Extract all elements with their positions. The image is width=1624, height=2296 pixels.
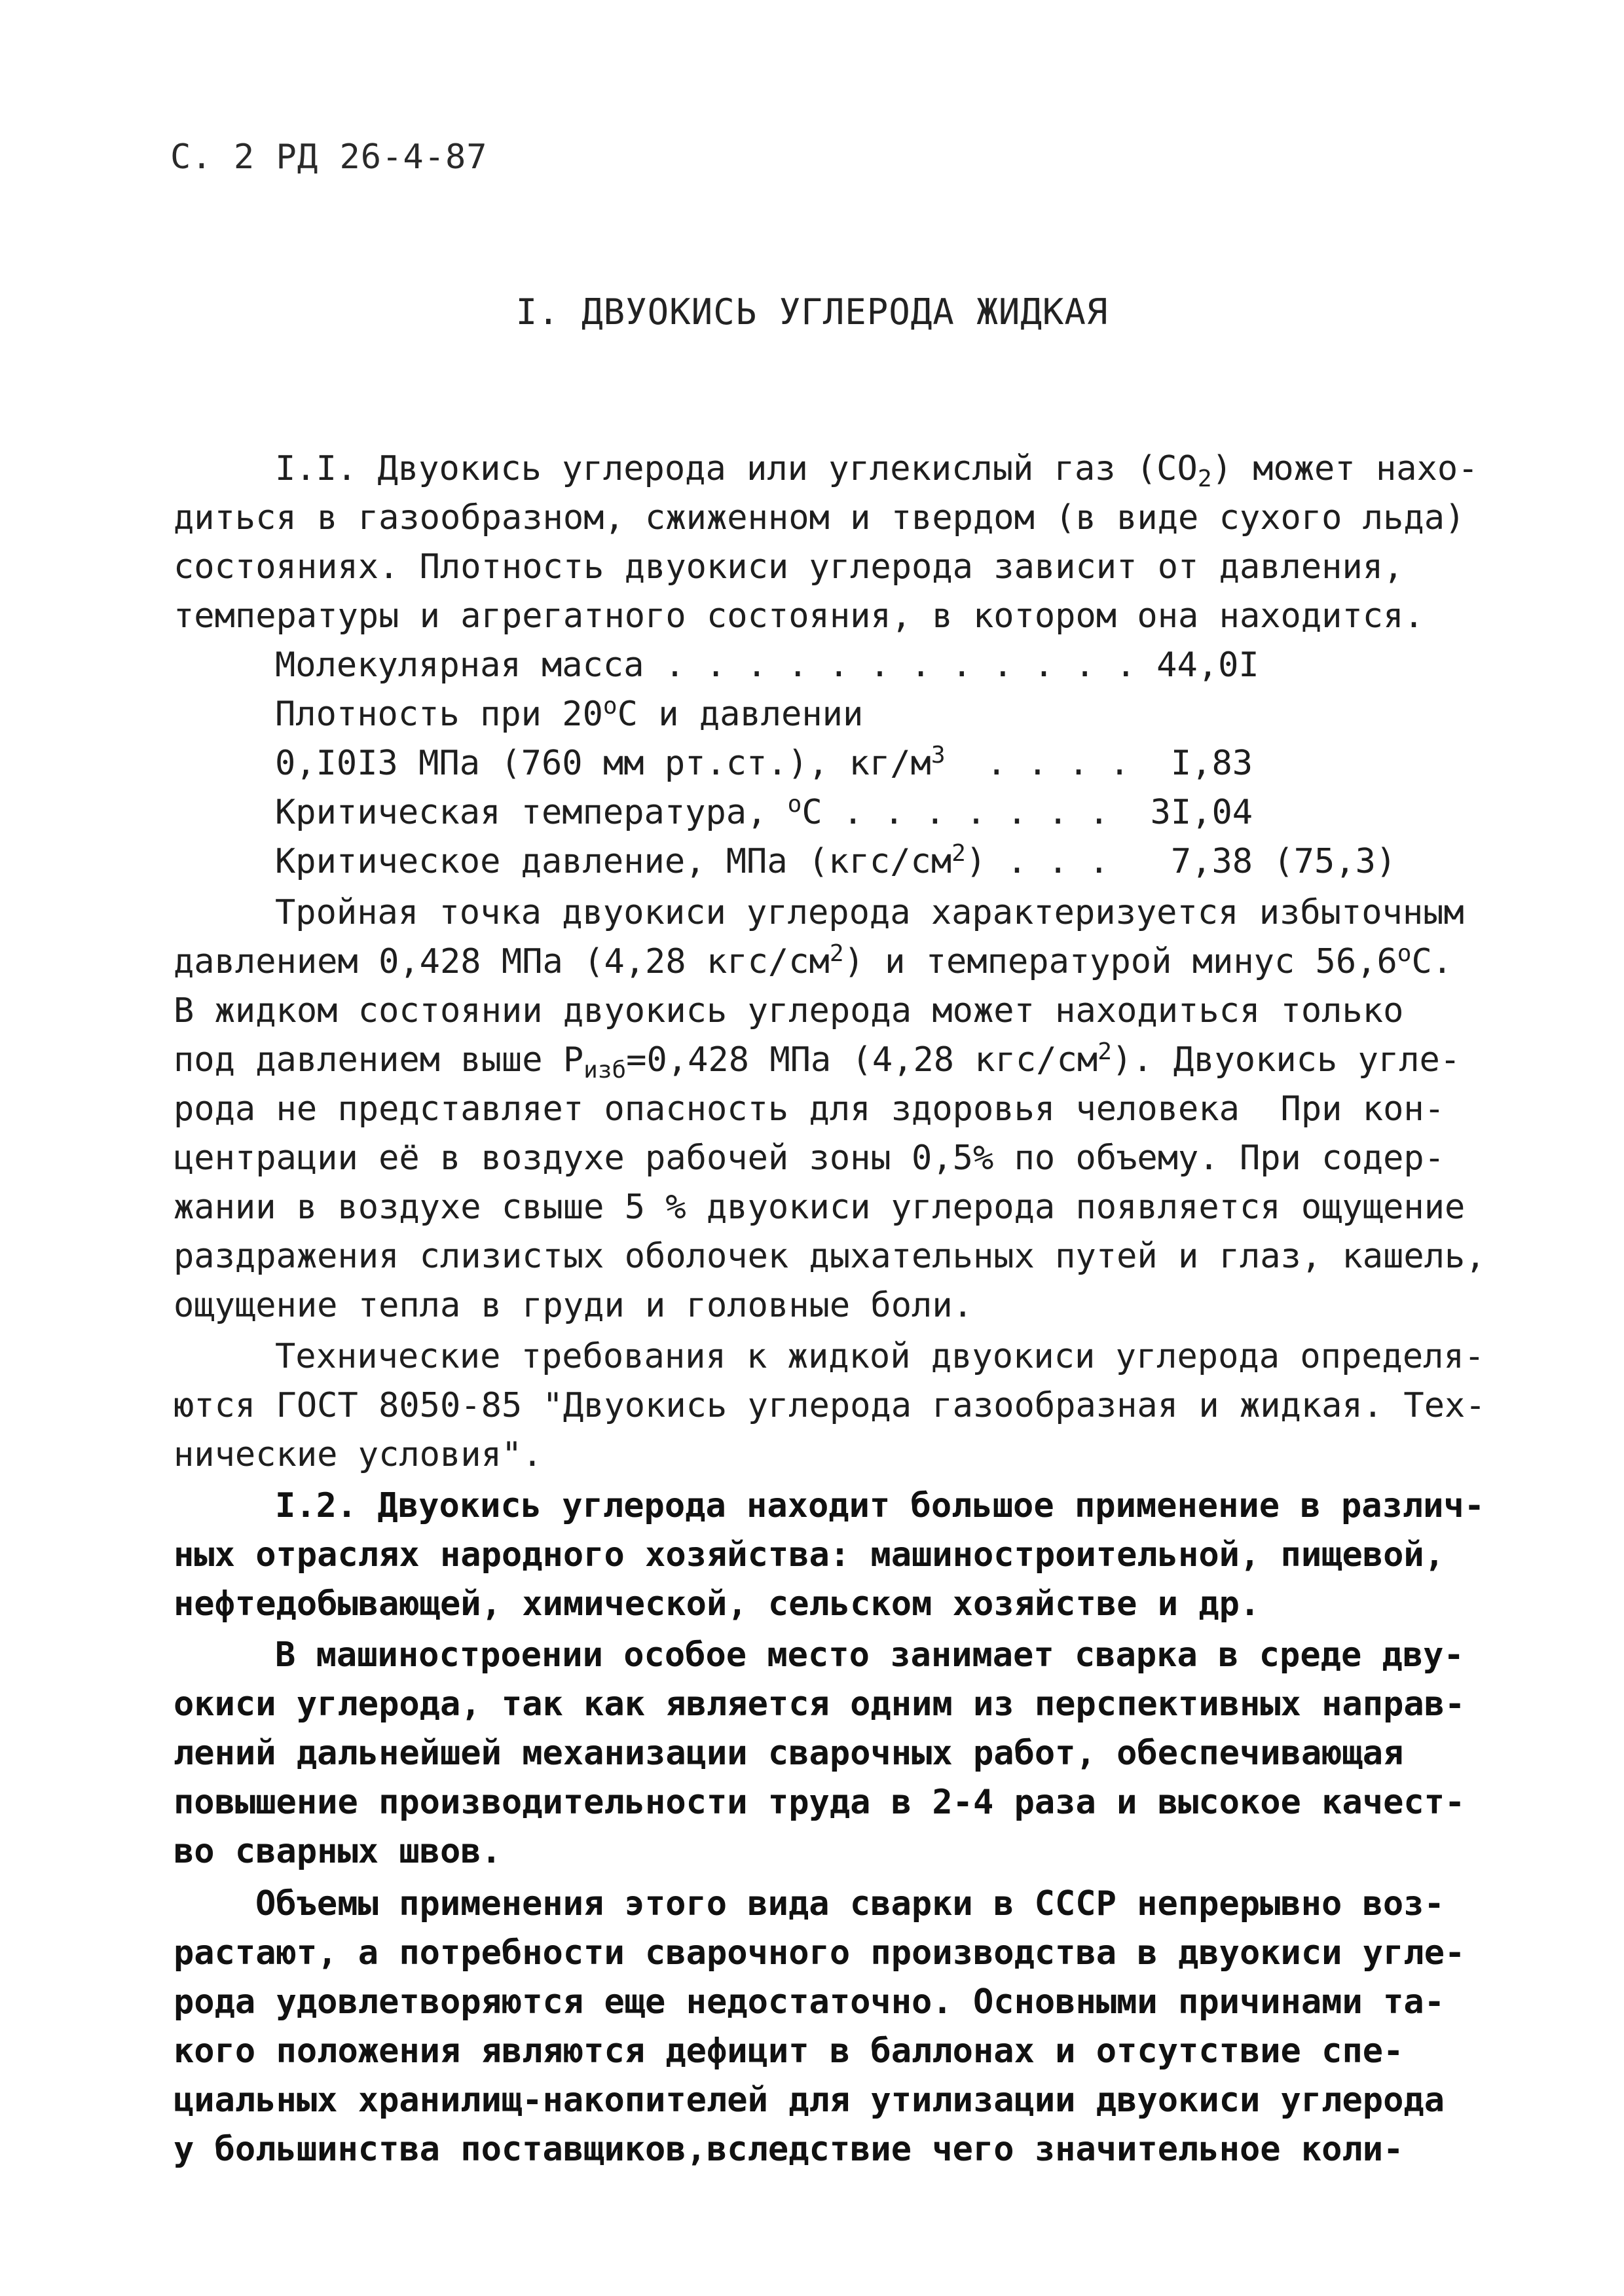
property-molecular-mass: Молекулярная масса . . . . . . . . . . . . 44,0I bbox=[275, 646, 1259, 685]
paragraph-line: Тройная точка двуокиси углерода характеризуется избыточным bbox=[275, 893, 1464, 932]
paragraph-line: центрации её в воздухе рабочей зоны 0,5% по объему. При содер- bbox=[174, 1139, 1445, 1178]
paragraph-line: кого положения являются дефицит в баллонах и отсутствие спе- bbox=[174, 2032, 1404, 2071]
paragraph-line: циальных хранилищ-накопителей для утилизации двуокиси углерода bbox=[174, 2081, 1445, 2120]
paragraph-line: ются ГОСТ 8050-85 "Двуокись углерода газообразная и жидкая. Тех- bbox=[174, 1386, 1486, 1425]
paragraph-line: во сварных швов. bbox=[174, 1832, 502, 1871]
paragraph-line: окиси углерода, так как является одним из перспективных направ- bbox=[174, 1685, 1466, 1724]
paragraph-line: В жидком состоянии двуокись углерода может находиться только bbox=[174, 991, 1404, 1030]
property-critical-pressure: Критическое давление, МПа $(кгс/см^2)$ . . . 7,38 (75,3) bbox=[275, 840, 1397, 881]
paragraph-line: Объемы применения этого вида сварки в СССР непрерывно воз- bbox=[255, 1884, 1445, 1923]
paragraph-line: температуры и агрегатного состояния, в котором она находится. bbox=[174, 596, 1424, 636]
paragraph-line: лений дальнейшей механизации сварочных работ, обеспечивающая bbox=[174, 1734, 1404, 1773]
paragraph-line: Технические требования к жидкой двуокиси углерода определя- bbox=[275, 1337, 1485, 1376]
paragraph-line: под давлением выше $Р_{изб}=0,428$ МПа (4,28 кгс/$см^2$). Двуокись угле- bbox=[174, 1038, 1461, 1084]
paragraph-line: I.2. Двуокись углерода находит большое применение в различ- bbox=[275, 1486, 1485, 1525]
paragraph-line: I.I. Двуокись углерода или углекислый газ $(СО_2)$ может нахо- bbox=[275, 449, 1479, 492]
paragraph-line: давлением 0,428 МПа (4,28 кгс/$см^2$) и температурой минус $56,6^оС$. bbox=[174, 940, 1453, 981]
paragraph-line: жании в воздухе свыше 5 % двуокиси углерода появляется ощущение bbox=[174, 1188, 1466, 1227]
property-critical-temperature: Критическая температура, $^о$С . . . . . . . 3I,04 bbox=[275, 791, 1253, 832]
paragraph-line: В машиностроении особое место занимает сварка в среде дву- bbox=[275, 1635, 1464, 1675]
paragraph-line: рода удовлетворяются еще недостаточно. Основными причинами та- bbox=[174, 1982, 1445, 2022]
paragraph-line: рода не представляет опасность для здоровья человека При кон- bbox=[174, 1089, 1445, 1129]
section-title: I. ДВУОКИСЬ УГЛЕРОДА ЖИДКАЯ bbox=[515, 291, 1109, 333]
paragraph-line: ных отраслях народного хозяйства: машиностроительной, пищевой, bbox=[174, 1535, 1445, 1575]
property-density-pressure: 0,I0I3 МПа (760 мм рт.ст.), $кг/м^3$ . . . . I,83 bbox=[275, 742, 1253, 783]
paragraph-line: растают, а потребности сварочного производства в двуокиси угле- bbox=[174, 1933, 1466, 1973]
property-density: Плотность при $20^оС$ и давлении bbox=[275, 693, 864, 734]
paragraph-line: нические условия". bbox=[174, 1435, 543, 1474]
page-header: С. 2 РД 26-4-87 bbox=[170, 137, 488, 177]
paragraph-line: у большинства поставщиков,вследствие чего значительное коли- bbox=[174, 2130, 1404, 2169]
paragraph-line: раздражения слизистых оболочек дыхательных путей и глаз, кашель, bbox=[174, 1237, 1486, 1276]
paragraph-line: повышение производительности труда в 2-4 раза и высокое качест- bbox=[174, 1783, 1466, 1822]
paragraph-line: состояниях. Плотность двуокиси углерода зависит от давления, bbox=[174, 547, 1404, 587]
paragraph-line: ощущение тепла в груди и головные боли. bbox=[174, 1286, 973, 1325]
paragraph-line: нефтедобывающей, химической, сельском хозяйстве и др. bbox=[174, 1584, 1261, 1624]
paragraph-line: диться в газообразном, сжиженном и твердом (в виде сухого льда) bbox=[174, 498, 1466, 538]
